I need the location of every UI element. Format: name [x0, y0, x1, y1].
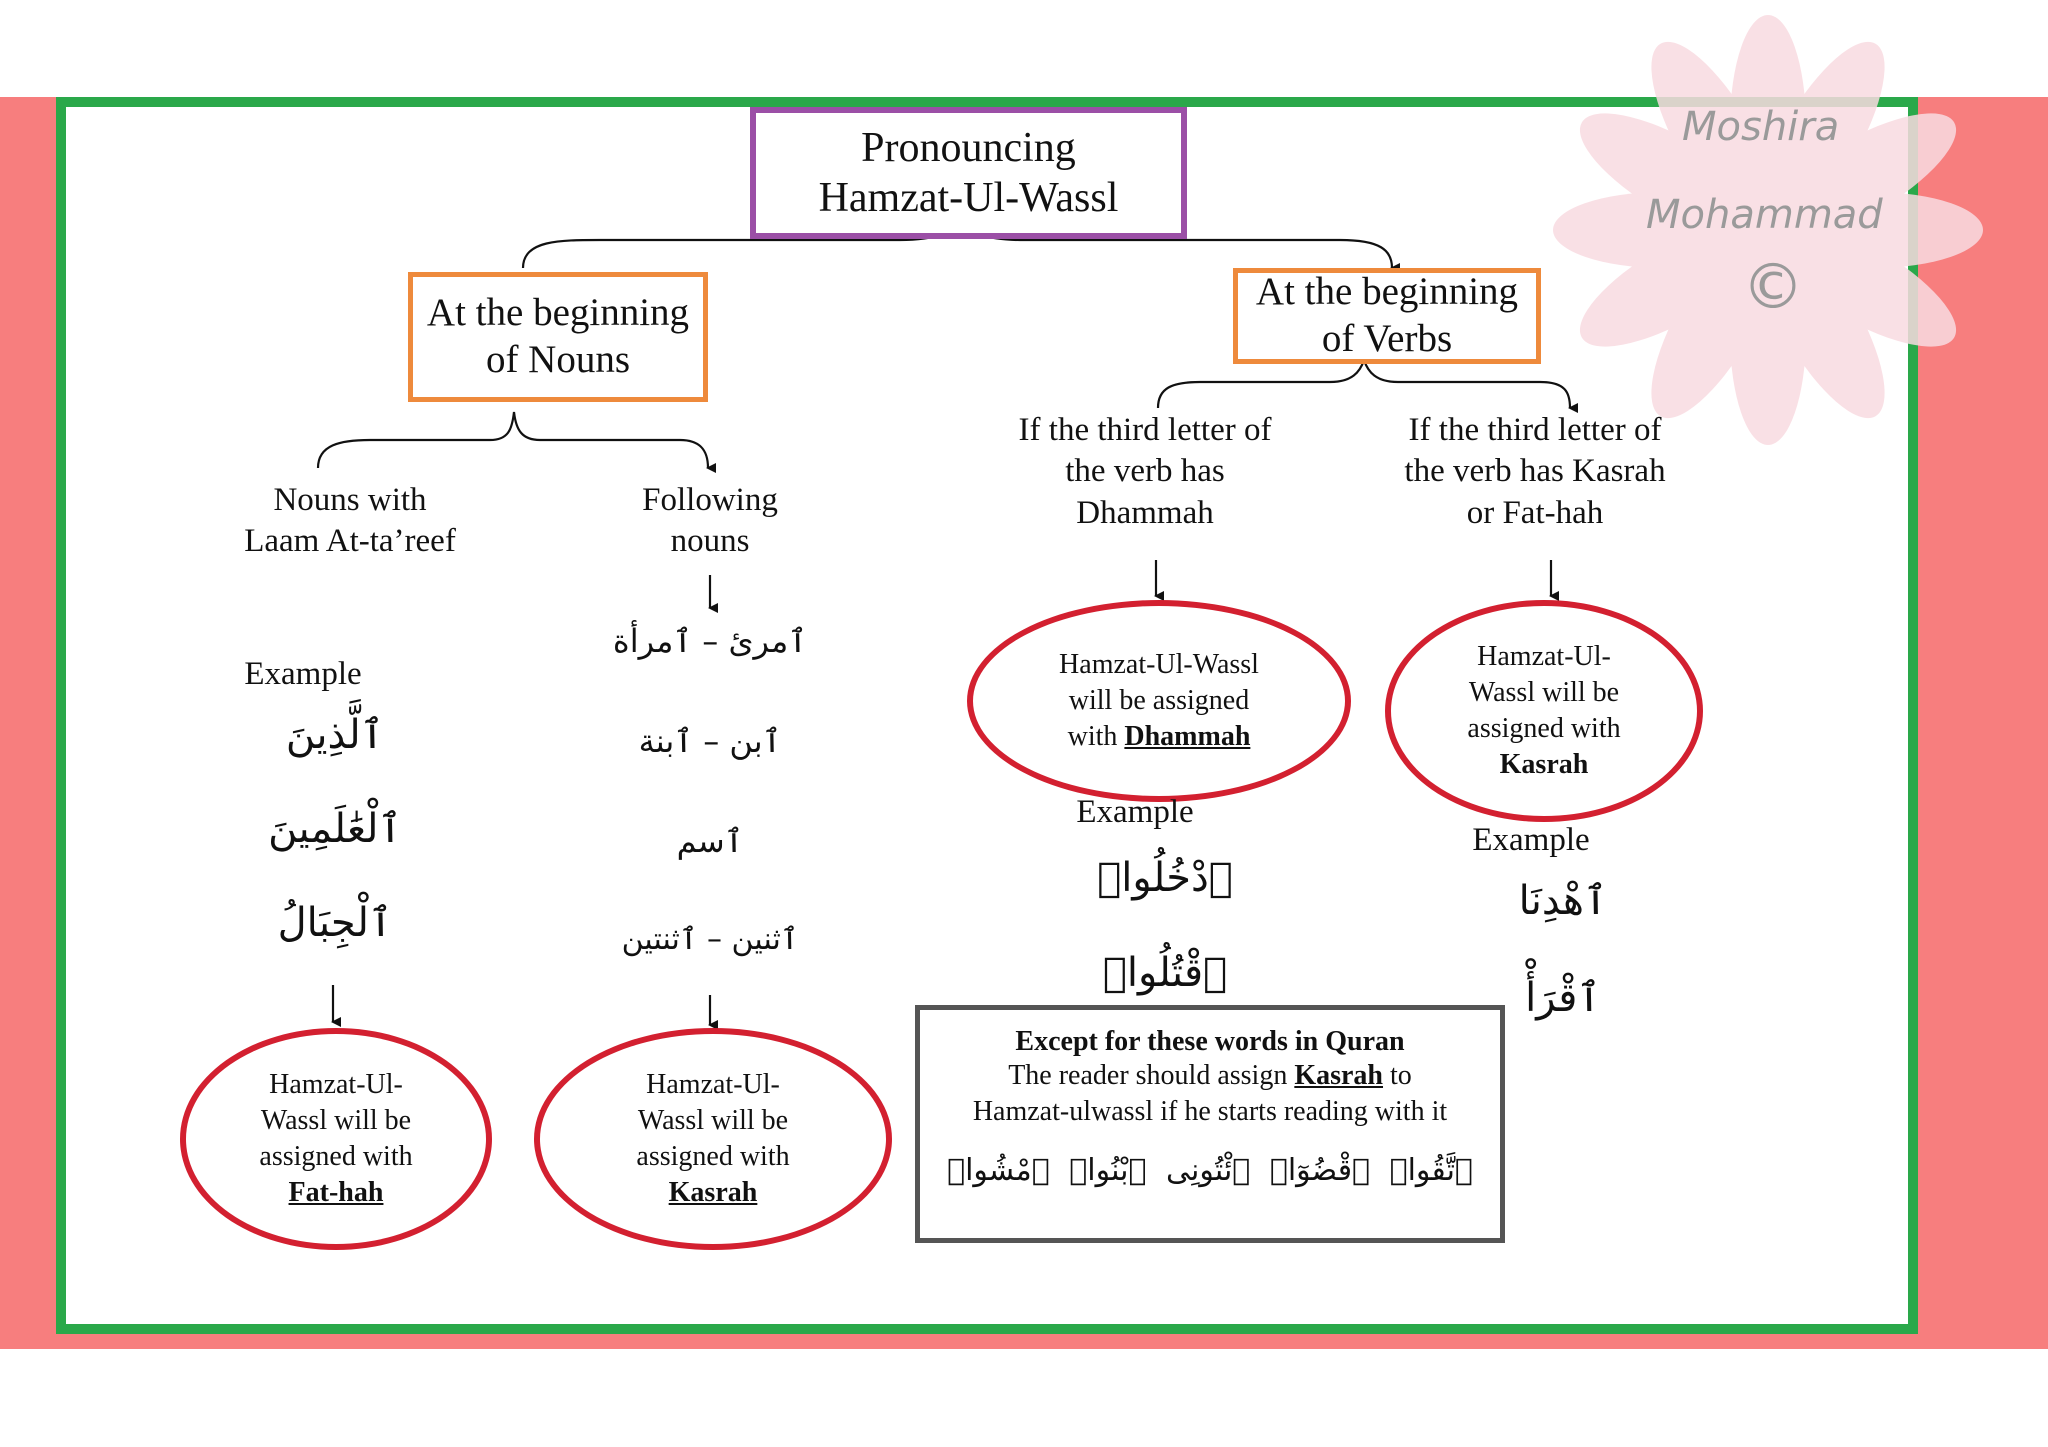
exception-line2: Hamzat-ulwassl if he starts reading with it: [972, 1096, 1448, 1128]
laam-example-3: ٱلْجِبَالُ: [277, 900, 393, 946]
following-label: [590, 480, 830, 563]
nouns-category-box: [408, 272, 708, 402]
kasrah-example-1: ٱهْدِنَا: [1518, 878, 1608, 924]
dhammah-result-line3: [1068, 719, 1251, 755]
exception-line1-prefix: The reader should assign: [1008, 1060, 1288, 1091]
following-label-line2: nouns: [670, 523, 750, 560]
kasrah-result-line1: Hamzat-Ul-: [1477, 641, 1611, 673]
kasrah-example-2: ٱقْرَأْ: [1525, 975, 1601, 1021]
laam-label-line2: Laam At-ta’reef: [244, 523, 456, 560]
dhammah-example-label: Example: [1076, 794, 1194, 830]
following-result-line1: Hamzat-Ul-: [646, 1069, 780, 1101]
laam-result-vowel: Fat-hah: [288, 1176, 384, 1208]
exception-box: [915, 1005, 1505, 1243]
following-result-vowel: Kasrah: [668, 1176, 758, 1208]
laam-result-line1: Hamzat-Ul-: [269, 1069, 403, 1101]
dhammah-result-vowel: Dhammah: [1124, 720, 1251, 752]
kasrah-label-line3: or Fat-hah: [1466, 494, 1604, 531]
following-example-2: ٱبن – ٱبنة: [638, 722, 782, 760]
verbs-heading-line2: of Verbs: [1321, 317, 1453, 360]
exception-heading: Except for these words in Quran: [1015, 1026, 1405, 1057]
kasrah-result-line2: Wassl will be: [1468, 677, 1620, 709]
title-line1: Pronouncing: [861, 124, 1076, 171]
dhammah-result-line1: Hamzat-Ul-Wassl: [1059, 649, 1259, 681]
nouns-heading-line1: At the beginning: [426, 291, 690, 335]
dhammah-result-line2: will be assigned: [1068, 685, 1250, 717]
kasrah-result-line3: assigned with: [1467, 713, 1621, 744]
title-line2: Hamzat-Ul-Wassl: [818, 175, 1119, 221]
following-example-3: ٱسم: [676, 822, 744, 860]
exception-line1-suffix: to: [1390, 1060, 1412, 1091]
dhammah-example-1: ٱدْخُلُوا۟: [1097, 855, 1233, 901]
following-example-1: ٱمرئ – ٱمرأة: [612, 622, 808, 660]
laam-result-line2: Wassl will be: [260, 1105, 412, 1137]
kasrah-label-line1: If the third letter of: [1408, 412, 1662, 448]
laam-example-label: Example: [244, 656, 362, 692]
dhammah-label-line2: the verb has: [1065, 453, 1225, 490]
laam-example-1: ٱلَّذِينَ: [285, 712, 385, 758]
following-label-line1: Following: [642, 482, 778, 518]
exception-line1: [920, 1058, 1500, 1094]
laam-label: [200, 480, 500, 563]
dhammah-label-line1: If the third letter of: [1018, 412, 1272, 448]
kasrah-label-line2: the verb has Kasrah: [1404, 453, 1666, 490]
watermark-name-line2: Mohammad: [1646, 192, 1883, 238]
dhammah-label-line3: Dhammah: [1076, 494, 1214, 531]
nouns-heading-line2: of Nouns: [485, 338, 631, 381]
following-result-line2: Wassl will be: [637, 1105, 789, 1137]
laam-label-line1: Nouns with: [273, 482, 427, 518]
exception-kasrah: Kasrah: [1294, 1060, 1384, 1091]
following-result-line3: assigned with: [636, 1141, 790, 1172]
exception-words: ٱتَّقُوا۟ ٱقْضُوٓا۟ ٱئْتُونِى ٱبْنُوا۟ ٱمْشُوا۟: [947, 1152, 1473, 1188]
watermark-name-line1: Moshira: [1682, 104, 1840, 150]
verbs-category-box: [1233, 268, 1541, 364]
following-example-4: ٱثنين – ٱثنتين: [621, 922, 799, 957]
kasrah-example-label: Example: [1472, 822, 1590, 858]
dhammah-result-prefix: with: [1067, 720, 1118, 752]
laam-example-2: ٱلْعَٰلَمِينَ: [268, 806, 402, 852]
dhammah-label: [990, 410, 1300, 534]
kasrah-label: [1380, 410, 1690, 534]
dhammah-result-oval: [967, 600, 1351, 802]
verbs-heading-line1: At the beginning: [1255, 270, 1519, 314]
kasrah-result-vowel: Kasrah: [1499, 748, 1589, 780]
kasrah-result-oval: [1385, 600, 1703, 822]
laam-result-line3: assigned with: [259, 1141, 413, 1172]
laam-result-oval: [180, 1028, 492, 1250]
copyright-icon: ©: [1742, 250, 1804, 323]
following-result-oval: [534, 1028, 892, 1250]
dhammah-example-2: ٱقْتُلُوا۟: [1102, 950, 1228, 996]
title-box: [750, 107, 1187, 239]
